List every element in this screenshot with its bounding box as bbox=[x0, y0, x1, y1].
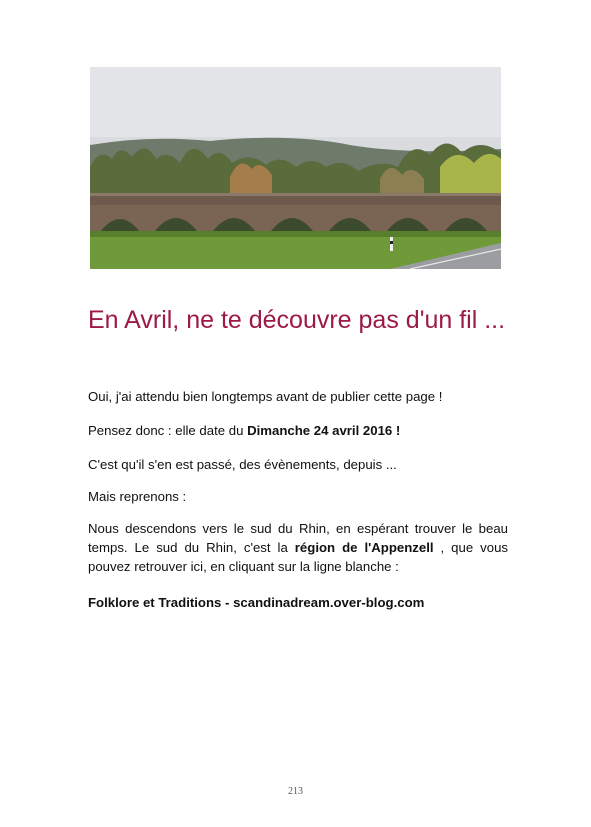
page-number: 213 bbox=[288, 786, 303, 797]
rhine-text-end: , que vous pouvez retrouver ici, en cliquant sur la ligne blanche : bbox=[88, 540, 508, 574]
rhine-text-start: Nous descendons vers le sud du Rhin, en espérant trouver le beau temps. Le sud du Rhin, c'est la bbox=[88, 521, 508, 555]
paragraph-resume: Mais reprenons : bbox=[88, 489, 187, 504]
date-highlight: Dimanche 24 avril 2016 ! bbox=[247, 423, 401, 438]
paragraph-events: C'est qu'il s'en est passé, des évènements, depuis ... bbox=[88, 457, 397, 472]
paragraph-rhine bbox=[88, 519, 508, 576]
region-highlight: région de l'Appenzell bbox=[294, 540, 434, 555]
viaduct-photo bbox=[90, 67, 501, 269]
paragraph-intro: Oui, j'ai attendu bien longtemps avant de publier cette page ! bbox=[88, 389, 443, 404]
blog-link[interactable]: Folklore et Traditions - scandinadream.over-blog.com bbox=[88, 595, 425, 610]
paragraph-date bbox=[88, 421, 508, 440]
page-heading: En Avril, ne te découvre pas d'un fil ... bbox=[88, 306, 506, 334]
date-prefix: Pensez donc : elle date du bbox=[88, 423, 248, 438]
